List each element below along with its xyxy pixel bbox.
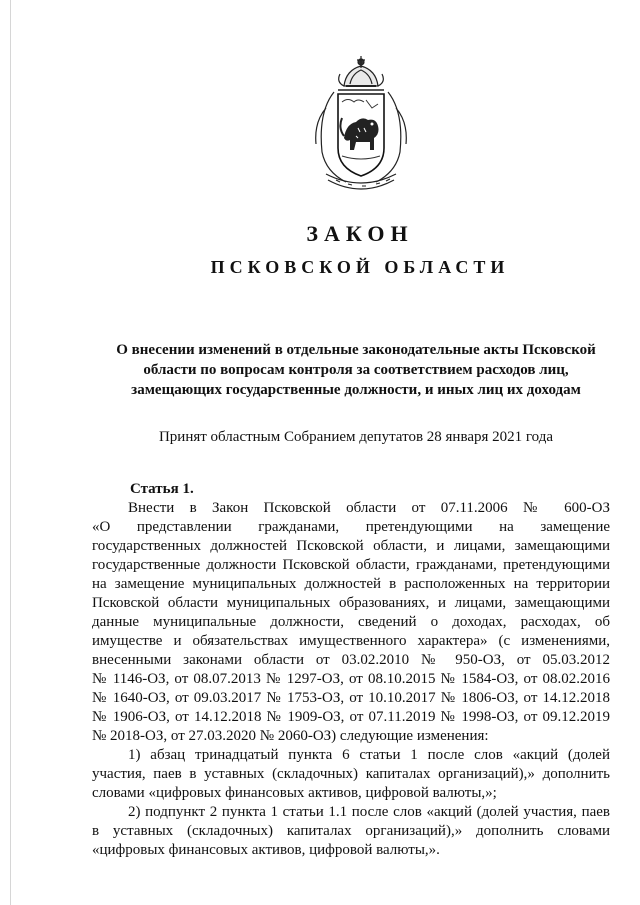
law-title-line: О внесении изменений в отдельные законодательные акты Псковской xyxy=(116,342,596,358)
body-line: в уставных (складочных) капиталах организаций),» дополнить словами xyxy=(92,823,610,839)
body-line: 1) абзац тринадцатый пункта 6 статьи 1 после слов «акций (долей xyxy=(128,747,610,763)
body-line: участия, паев в уставных (складочных) капиталах организаций),» дополнить xyxy=(92,766,610,782)
region-heading: ПСКОВСКОЙ ОБЛАСТИ xyxy=(210,257,510,277)
law-title xyxy=(96,340,616,400)
body-line: «цифровых финансовых активов, цифровой валюты,». xyxy=(92,842,440,858)
body-line: № 1146-ОЗ, от 08.07.2013 № 1297-ОЗ, от 08.10.2015 № 1584-ОЗ, от 08.02.2016 xyxy=(92,671,610,687)
body-line: имуществе и обязательствах имущественного характера» (с изменениями, xyxy=(92,633,610,649)
law-title-line: области по вопросам контроля за соответствием расходов лиц, xyxy=(143,362,569,378)
body-line: государственных должностей Псковской области, и лицами, замещающими xyxy=(92,538,610,554)
body-line: Псковской области муниципальных образованиях, и лицами, замещающими xyxy=(92,595,610,611)
law-title-line: замещающих государственные должности, и иных лиц их доходам xyxy=(131,382,581,398)
body-line: словами «цифровых финансовых активов, цифровой валюты,»; xyxy=(92,785,497,801)
body-line: Внести в Закон Псковской области от 07.11.2006 № 600-ОЗ xyxy=(128,500,610,516)
law-heading: ЗАКОН xyxy=(306,221,414,246)
shield-icon xyxy=(338,94,384,176)
body-line: «О представлении гражданами, претендующими на замещение xyxy=(92,519,610,535)
body-line: государственные должности Псковской области, гражданами, претендующими xyxy=(92,557,610,573)
article-body xyxy=(92,499,610,860)
body-line: данные муниципальные должности, сведений о доходах, расходах, об xyxy=(92,614,610,630)
body-line: № 1906-ОЗ, от 14.12.2018 № 1909-ОЗ, от 07.11.2019 № 1998-ОЗ, от 09.12.2019 xyxy=(92,709,610,725)
adoption-note: Принят областным Собранием депутатов 28 января 2021 года xyxy=(158,429,554,445)
scan-edge xyxy=(10,0,11,905)
body-line: внесенными законами области от 03.02.2010 № 950-ОЗ, от 05.03.2012 xyxy=(92,652,610,668)
coat-of-arms-icon xyxy=(296,52,426,192)
body-line: 2) подпункт 2 пункта 1 статьи 1.1 после слов «акций (долей участия, паев xyxy=(128,804,610,820)
article-heading: Статья 1. xyxy=(130,481,194,497)
body-line: на замещение муниципальных должностей в расположенных на территории xyxy=(92,576,610,592)
crown-icon xyxy=(339,56,384,86)
body-line: № 1640-ОЗ, от 09.03.2017 № 1753-ОЗ, от 10.10.2017 № 1806-ОЗ, от 14.12.2018 xyxy=(92,690,610,706)
body-line: № 2018-ОЗ, от 27.03.2020 № 2060-ОЗ) следующие изменения: xyxy=(92,728,489,744)
